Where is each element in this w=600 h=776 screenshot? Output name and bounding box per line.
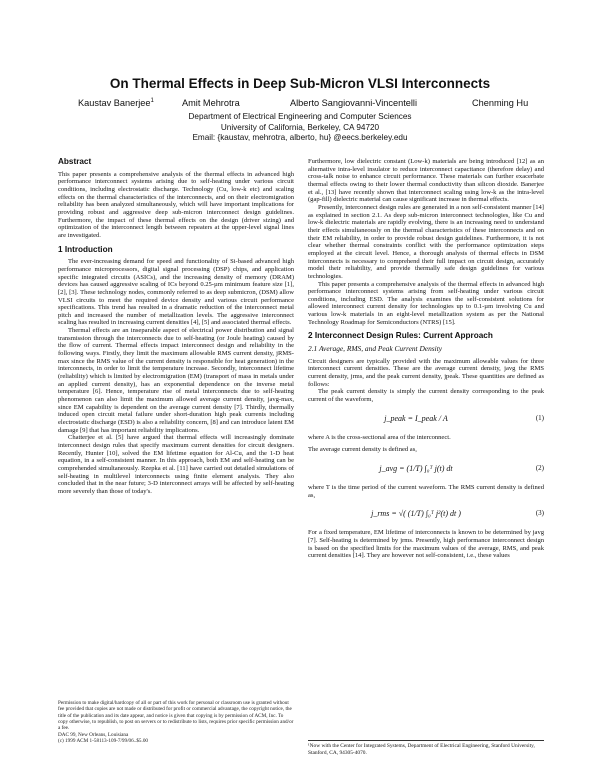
author-1-name: Kaustav Banerjee <box>78 98 151 109</box>
intro-paragraph-2: Thermal effects are an inseparable aspect of electrical power distribution and signal transmission through the interconnects due to self-heating (or Joule heating) caused by the flow of current. Thermal effects impact interconnect design and reliability in the following ways. Firstly, they limit the maximum allowable RMS current density, jRMS-max since the RMS value of the current density is responsible for heat generation) in the interconnects, in order to limit the temperature increase. Secondly, interconnect lifetime (reliability) which is limited by electromigration (EM) (transport of mass in metals under an applied current density), has an exponential dependence on the inverse metal temperature [6]. Hence, temperature rise of metal interconnects due to self-heating phenomenon can also limit the maximum allowed average current density, javg-max, since EM capability is dependent on the average current density [7]. Thirdly, thermally induced open circuit metal failure under short-duration high peak currents including electrostatic discharge (ESD) is also a reliability concern, [8] and can introduce latent EM damage [9] that has important reliability implications. <box>58 327 294 434</box>
section-2-heading: 2 Interconnect Design Rules: Current Approach <box>308 331 493 341</box>
equation-1-body: j_peak = I_peak / A <box>384 413 448 423</box>
permission-notice <box>58 700 294 744</box>
left-column <box>58 158 294 496</box>
abstract-text: This paper presents a comprehensive analysis of the thermal effects in advanced high performance interconnect systems arising due to self-heating under various circuit conditions, including electrostatic discharge. Technology (Cu, low-k etc) and scaling effects on the thermal characteristics of the interconnects, and on their electromigration reliability has been analyzed simultaneously, which will have important implications for providing robust and aggressive deep sub-micron interconnect design guidelines. Furthermore, the impact of these thermal effects on the design (driver sizing) and optimization of the interconnect length between repeaters at the upper-level signal lines are investigated. <box>58 170 294 239</box>
equation-2 <box>308 456 544 482</box>
right-paragraph-6: where A is the cross-sectional area of the interconnect. <box>308 433 451 441</box>
right-paragraph-3: This paper presents a comprehensive analysis of the thermal effects in advanced high performance interconnect systems arising from self-heating under various circuit conditions, including ESD. The analysis examines the self-consistent solutions for allowed interconnect current density for technologies up to 0.1-µm involving Cu and various low-k materials in an eight-level metallization system as per the National Technology Roadmap for Semiconductors (NTRS) [15]. <box>308 280 544 326</box>
author-1-footnote-mark: 1 <box>150 98 154 104</box>
equation-1-number: (1) <box>535 413 544 422</box>
equation-1 <box>308 406 544 432</box>
right-column <box>308 158 544 560</box>
right-paragraph-1: Furthermore, low dielectric constant (Low-k) materials are being introduced [12] as an alternative intra-level insulator to reduce interconnect capacitance (therefore delay) and cross-talk noise to enhance circuit performance. These materials can further exacerbate thermal effects owing to their lower thermal conductivity than silicon dioxide. Banerjee et al., [13] have recently shown that interconnect scaling using low-k as the intra-level (gap-fill) dielectric material can cause significant increase in thermal effects. <box>308 158 544 204</box>
copyright-line: (c) 1999 ACM 1-58113-109-7/99/06..$5.00 <box>58 738 149 745</box>
right-paragraph-2: Presently, interconnect design rules are generated in a non self-consistent manner [14] as explained in section 2.1. As deep sub-micron interconnect technologies, like Cu and low-k dielectric materials are rapidly evolving, there is an increasing need to understand their effects simultaneously on the thermal characteristics of these interconnects and on their EM reliability, in order to provide robust design guidelines. Furthermore, it is not clear whether thermal constraints conflict with the performance optimization steps employed at the circuit level. Hence, a thorough analysis of thermal effects in DSM interconnects is necessary to comprehend their full impact on circuit design, accurately model their reliability, and provide thermally safe design guidelines for various technologies. <box>308 203 544 280</box>
section-2-1-heading: 2.1 Average, RMS, and Peak Current Density <box>308 344 443 354</box>
right-paragraph-5: The peak current density is simply the current density corresponding to the peak current of the waveform, <box>308 388 544 404</box>
conference-name: DAC 99, New Orleans, Louisiana <box>58 731 129 738</box>
right-paragraph-7: The average current density is defined as, <box>308 446 417 454</box>
author-footnote: ¹Now with the Center for Integrated Systems, Department of Electrical Engineering, Stanford University, Stanford, CA, 94305-4070. <box>308 740 544 756</box>
equation-2-body: j_avg = (1/T) ∫₀ᵀ j(t) dt <box>379 464 453 474</box>
abstract-heading: Abstract <box>58 157 92 166</box>
equation-3-number: (3) <box>535 509 544 518</box>
author-4: Chenming Hu <box>472 98 529 108</box>
author-2: Amit Mehrotra <box>182 98 240 108</box>
equation-3-body: j_rms = √( (1/T) ∫₀ᵀ j²(t) dt ) <box>371 509 461 519</box>
affiliation <box>0 112 600 144</box>
affiliation-email: Email: {kaustav, mehrotra, alberto, hu} @eecs.berkeley.edu <box>192 133 408 142</box>
affiliation-dept: Department of Electrical Engineering and Computer Sciences <box>188 112 412 121</box>
paper-title: On Thermal Effects in Deep Sub-Micron VLSI Interconnects <box>109 76 491 91</box>
permission-text: Permission to make digital/hardcopy of all or part of this work for personal or classroom use is granted without fee provided that copies are not made or distributed for profit or commercial advantage, the copyright notice, the title of the publication and its date appear, and notice is given that copying is by permission of ACM, Inc. To copy otherwise, to republish, to post on servers or to redistribute to lists, requires prior specific permission and/or a fee. <box>58 700 294 732</box>
right-paragraph-8: where T is the time period of the current waveform. The RMS current density is defined as, <box>308 484 544 499</box>
author-1 <box>78 98 154 108</box>
equation-2-number: (2) <box>535 464 544 473</box>
intro-paragraph-3: Chatterjee et al. [5] have argued that thermal effects will increasingly dominate interconnect design rules that specify maximum current densities for circuit designers. Recently, Hunter [10], solved the EM lifetime equation for Al-Cu, and the 1-D heat equation, in a self-consistent manner. In this approach, both EM and self-heating can be comprehended simultaneously. Rzepka et al. [11] have carried out detailed simulations of self-heating in multilevel interconnects using finite element analysis. They also concluded that in the near future; 3-D interconnect arrays will be affected by self-heating more severely than those of today's. <box>58 434 294 495</box>
intro-paragraph-1: The ever-increasing demand for speed and functionality of Si-based advanced high performance microprocessors, digital signal processing (DSP) chips, and application specific integrated circuits (ASICs), and the increasing density of memory (DRAM) devices has caused aggressive scaling of ICs beyond 0.25-µm minimum feature size [1], [2], [3]. These technology nodes, commonly referred to as deep submicron, (DSM) allow VLSI circuits to meet the required device density and various circuit performance specifications. This trend has resulted in a dramatic reduction of the interconnect metal pitch and increased the number of metallization levels. The aggressive interconnect scaling has resulted in increasing current densities [4], [5] and associated thermal effects. <box>58 258 294 327</box>
right-paragraph-9: For a fixed temperature, EM lifetime of interconnects is known to be determined by javg [7]. Self-heating is determined by jrms. Presently, high performance interconnect design is based on the specified limits for the maximum values of the average, RMS, and peak current densities [14]. They are however not self-consistent, i.e., these values <box>308 529 544 560</box>
affiliation-univ: University of California, Berkeley, CA 94720 <box>220 122 380 132</box>
intro-heading: 1 Introduction <box>58 244 113 254</box>
author-3: Alberto Sangiovanni-Vincentelli <box>290 98 418 108</box>
equation-3 <box>308 501 544 527</box>
right-paragraph-4: Circuit designers are typically provided with the maximum allowable values for three interconnect current densities. These are the average current density, javg the RMS current density, jrms, and the peak current density, jpeak. These quantities are defined as follows: <box>308 357 544 388</box>
